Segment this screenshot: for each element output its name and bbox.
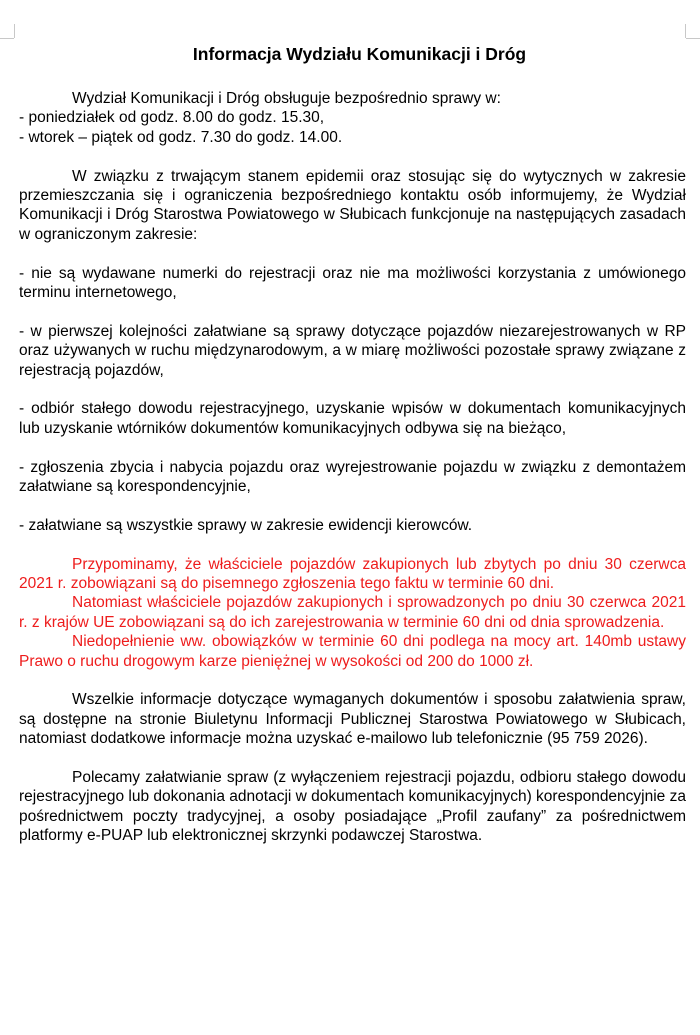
office-hours-tue-fri: - wtorek – piątek od godz. 7.30 do godz. 14.00. (19, 128, 343, 146)
rule-item: - w pierwszej kolejności załatwiane są sprawy dotyczące pojazdów niezarejestrowanych w RP oraz używanych w ruchu międzynarodowym, a w miarę możliwości pozostałe sprawy związane z rejestracją pojazdów, (19, 322, 686, 379)
crop-mark-top-right-horizontal (686, 38, 700, 39)
rule-item: - nie są wydawane numerki do rejestracji oraz nie ma możliwości korzystania z umówionego terminu internetowego, (19, 264, 686, 302)
notice-block (19, 555, 686, 671)
rule-item: - odbiór stałego dowodu rejestracyjnego, uzyskanie wpisów w dokumentach komunikacyjnych lub uzyskanie wtórników dokumentów komunikacyjnych odbywa się na bieżąco, (19, 400, 686, 437)
office-hours-intro: Wydział Komunikacji i Dróg obsługuje bezpośrednio sprawy w: (72, 90, 501, 107)
notice-paragraph: Natomiast właściciele pojazdów zakupionych i sprowadzonych po dniu 30 czerwca 2021 r. z krajów UE zobowiązani są do ich zarejestrowania w terminie 60 dni od dnia sprowadzenia. (19, 594, 686, 631)
document-title: Informacja Wydziału Komunikacji i Dróg (192, 44, 527, 64)
recommendation-paragraph: Polecamy załatwianie spraw (z wyłączeniem rejestracji pojazdu, odbioru stałego dowodu rejestracyjnego lub dokonania adnotacji w dokumentach komunikacyjnych) korespondencyjnie za pośrednictwem poczty tradycyjnej, a osoby posiadające „Profil zaufany” za pośrednictwem platformy e-PUAP lub elektronicznej skrzynki podawczej Starostwa. (19, 769, 686, 845)
office-hours-block (19, 89, 686, 147)
office-hours-monday: - poniedziałek od godz. 8.00 do godz. 15.30, (19, 109, 325, 127)
crop-mark-top-right-vertical (685, 24, 686, 38)
info-paragraph: Wszelkie informacje dotyczące wymaganych dokumentów i sposobu załatwienia spraw, są dostępne na stronie Biuletynu Informacji Publicznej Starostwa Powiatowego w Słubicach, natomiast dodatkowe informacje można uzyskać e-mailowo lub telefonicznie (95 759 2026). (19, 691, 686, 748)
notice-paragraph: Przypominamy, że właściciele pojazdów zakupionych lub zbytych po dniu 30 czerwca 2021 r. zobowiązani są do pisemnego zgłoszenia tego faktu w terminie 60 dni. (19, 555, 686, 593)
document-body (19, 43, 686, 846)
crop-mark-top-left-vertical (14, 24, 15, 38)
crop-mark-top-left-horizontal (0, 38, 14, 39)
epidemic-intro-paragraph: W związku z trwającym stanem epidemii oraz stosując się do wytycznych w zakresie przemieszczania się i ograniczenia bezpośredniego kontaktu osób informujemy, że Wydział Komunikacji i Dróg Starostwa Powiatowego w Słubicach funkcjonuje na następujących zasadach w ograniczonym zakresie: (19, 167, 686, 243)
rule-item: - zgłoszenia zbycia i nabycia pojazdu oraz wyrejestrowanie pojazdu w związku z demontażem załatwiane są korespondencyjnie, (19, 458, 686, 496)
rule-item: - załatwiane są wszystkie sprawy w zakresie ewidencji kierowców. (19, 516, 473, 534)
notice-paragraph: Niedopełnienie ww. obowiązków w terminie 60 dni podlega na mocy art. 140mb ustawy Prawo o ruchu drogowym karze pieniężnej w wysokości od 200 do 1000 zł. (19, 633, 686, 670)
